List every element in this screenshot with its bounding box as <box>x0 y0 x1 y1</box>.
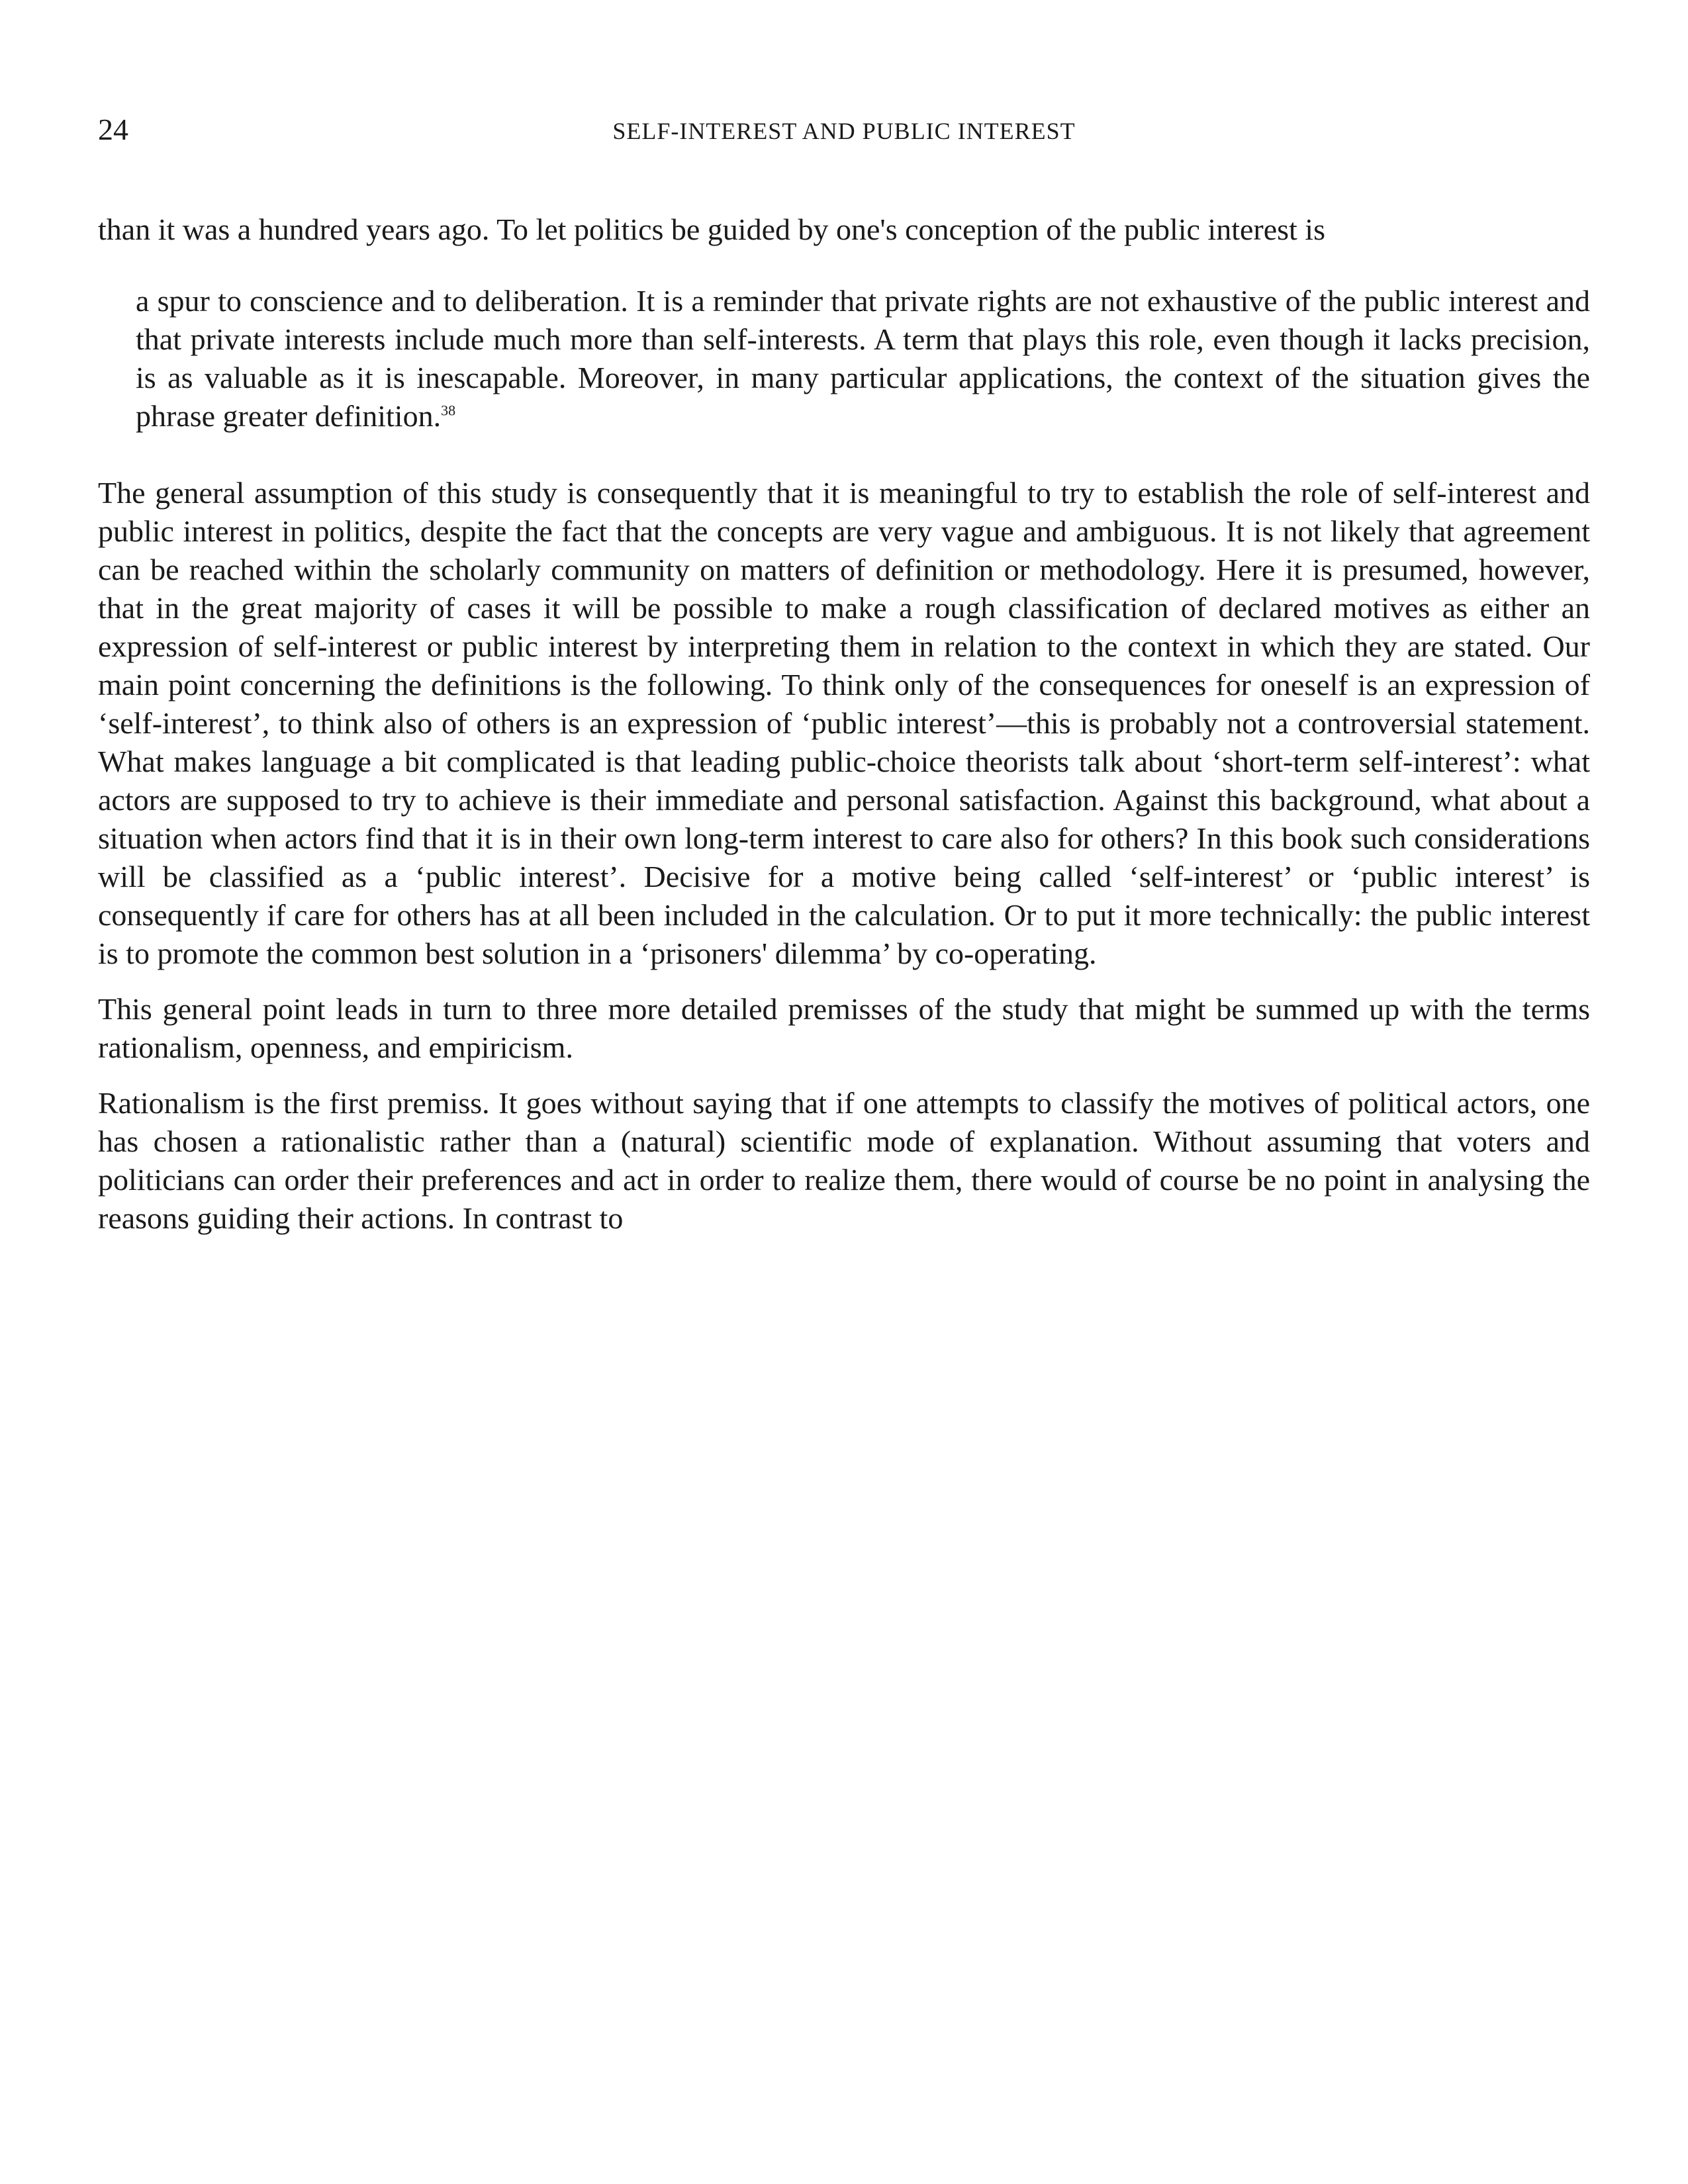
intro-line: than it was a hundred years ago. To let politics be guided by one's conception of the public interest is <box>98 212 1325 246</box>
running-head-title: SELF-INTEREST AND PUBLIC INTEREST <box>612 118 1076 144</box>
paragraph-general-assumption: The general assumption of this study is consequently that it is meaningful to try to establish the role of self-interest and public interest in politics, despite the fact that the concepts are very vague and ambiguous. It is not likely that agreement can be reached within the scholarly community on matters of definition or methodology. Here it is presumed, however, that in the great majority of cases it will be possible to make a rough classification of declared motives as either an expression of self-interest or public interest by interpreting them in relation to the context in which they are stated. Our main point concerning the definitions is the following. To think only of the consequences for oneself is an expression of ‘self-interest’, to think also of others is an expression of ‘public interest’—this is probably not a controversial statement. What makes language a bit complicated is that leading public-choice theorists talk about ‘short-term self-interest’: what actors are supposed to try to achieve is their immediate and personal satisfaction. Against this background, what about a situation when actors find that it is in their own long-term interest to care also for others? In this book such considerations will be classified as a ‘public interest’. Decisive for a motive being called ‘self-interest’ or ‘public interest’ is consequently if care for others has at all been included in the calculation. Or to put it more technically: the public interest is to promote the common best solution in a ‘prisoners' dilemma’ by co-operating. <box>98 476 1590 970</box>
page-number: 24 <box>98 113 128 146</box>
paragraph-rationalism: Rationalism is the first premiss. It goes without saying that if one attempts to classify the motives of political actors, one has chosen a rationalistic rather than a (natural) scientific mode of explanation. Without assuming that voters and politicians can order their preferences and act in order to realize them, there would of course be no point in analysing the reasons guiding their actions. In contrast to <box>98 1086 1590 1235</box>
block-quote-text: a spur to conscience and to deliberation. It is a reminder that private rights are not exhaustive of the public interest and that private interests include much more than self-interests. A term that plays this role, even though it lacks precision, is as valuable as it is inescapable. Moreover, in many particular applications, the context of the situation gives the phrase greater definition. <box>136 284 1590 433</box>
block-quote <box>136 282 1590 435</box>
paragraph-premisses: This general point leads in turn to three more detailed premisses of the study that might be summed up with the terms rationalism, openness, and empiricism. <box>98 992 1590 1064</box>
body-text <box>98 210 1590 1238</box>
footnote-reference[interactable]: 38 <box>441 402 456 419</box>
